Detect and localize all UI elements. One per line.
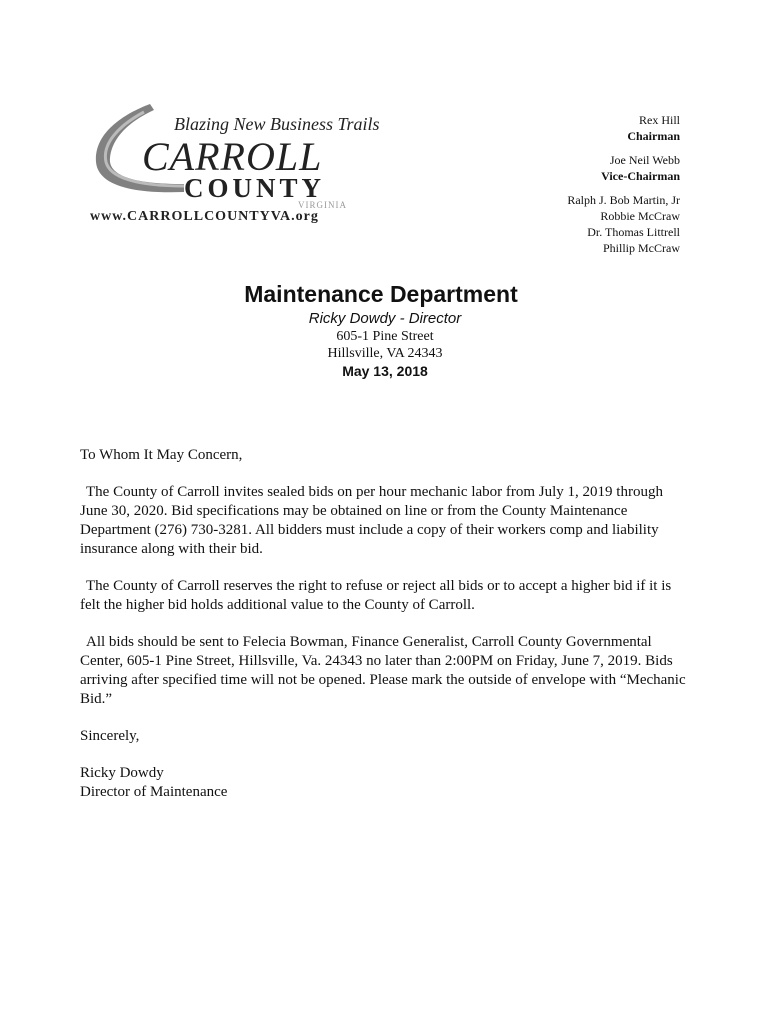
logo-state: VIRGINIA (298, 200, 347, 210)
signer-title: Director of Maintenance (80, 784, 228, 800)
department-title: Maintenance Department (244, 281, 518, 307)
paragraph-invitation: The County of Carroll invites sealed bids on per hour mechanic labor from July 1, 2019 through June 30, 2020. Bid specifications may be obtained on line or from the County Maintenance Department (276) 730-3281. All bidders must include a copy of their workers comp and liability insurance along with their bid. (80, 484, 663, 557)
vice-chairman-name: Joe Neil Webb (609, 153, 680, 167)
board-member: Phillip McCraw (603, 241, 680, 255)
letter-body (80, 446, 690, 802)
signature-block (80, 727, 690, 802)
vice-chairman-block (420, 152, 680, 184)
board-member: Ralph J. Bob Martin, Jr (567, 193, 680, 207)
letter-date: May 13, 2018 (342, 363, 428, 379)
logo-website: www.CARROLLCOUNTYVA.org (90, 209, 319, 224)
department-header (0, 280, 770, 380)
address-city: Hillsville, VA 24343 (327, 346, 443, 361)
closing: Sincerely, (80, 728, 140, 744)
salutation: To Whom It May Concern, (80, 447, 243, 463)
chairman-name: Rex Hill (639, 113, 680, 127)
director-line: Ricky Dowdy - Director (308, 310, 462, 327)
logo-name-top: CARROLL (142, 134, 323, 179)
logo-name-bottom: COUNTY (184, 173, 326, 203)
logo-tagline: Blazing New Business Trails (174, 114, 380, 134)
vice-chairman-title: Vice-Chairman (601, 169, 680, 183)
board-members (420, 192, 680, 256)
board-member: Dr. Thomas Littrell (587, 225, 680, 239)
paragraph-submission: All bids should be sent to Felecia Bowman, Finance Generalist, Carroll County Governmental Center, 605-1 Pine Street, Hillsville, Va. 24343 no later than 2:00PM on Friday, June 7, 2019. Bids arriving after specified time will not be opened. Please mark the outside of envelope with “Mechanic Bid.” (80, 634, 686, 707)
carroll-county-logo (88, 96, 380, 232)
address-street: 605-1 Pine Street (336, 329, 434, 344)
board-of-supervisors (420, 112, 680, 264)
paragraph-reservation: The County of Carroll reserves the right to refuse or reject all bids or to accept a higher bid if it is felt the higher bid holds additional value to the County of Carroll. (80, 578, 672, 613)
board-member: Robbie McCraw (600, 209, 680, 223)
chairman-block (420, 112, 680, 144)
signer-name: Ricky Dowdy (80, 765, 164, 781)
chairman-title: Chairman (627, 129, 680, 143)
